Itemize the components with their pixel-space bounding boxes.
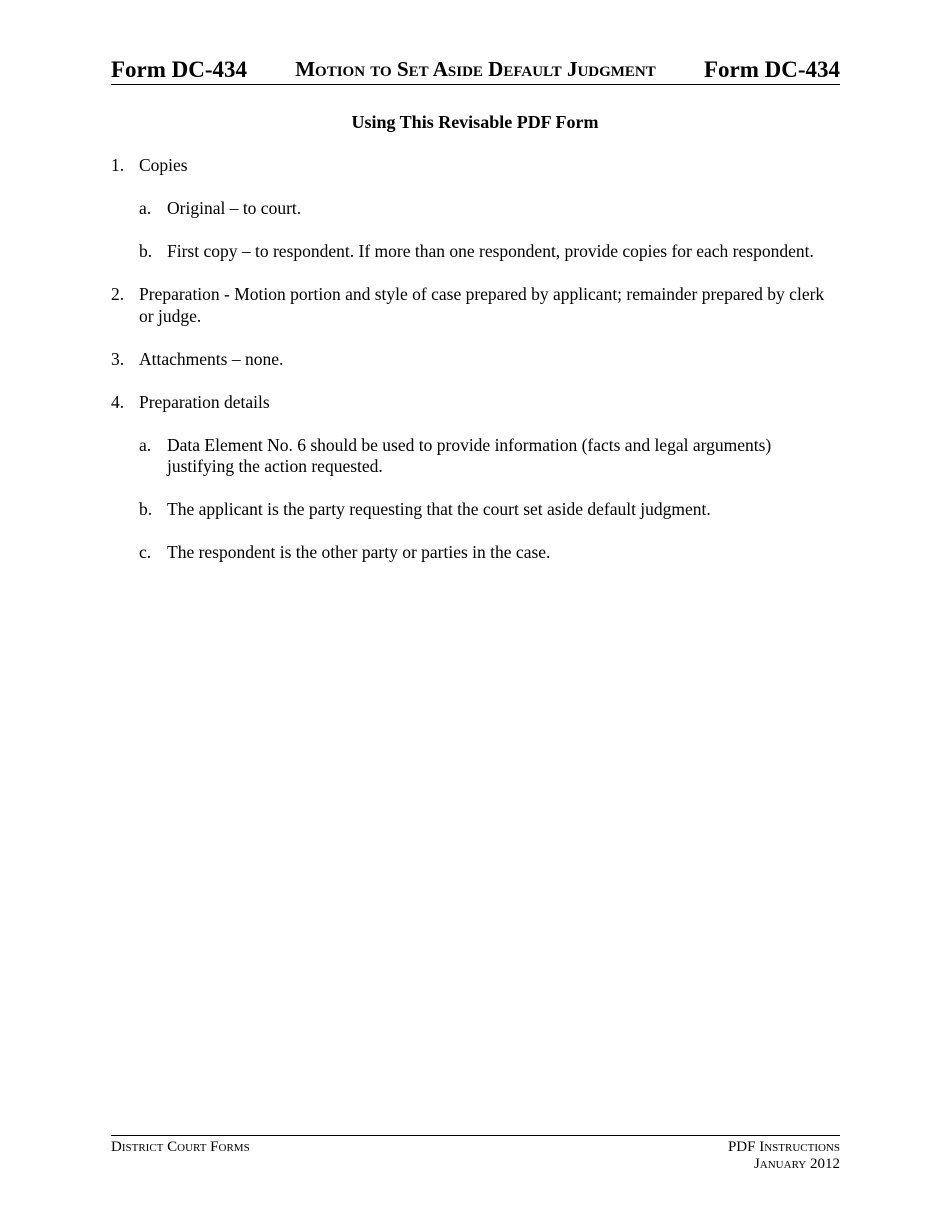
sub-item-letter: b.: [139, 241, 153, 261]
item-number: 4.: [111, 391, 125, 412]
sub-item-text: The applicant is the party requesting that the court set aside default judgment.: [167, 499, 711, 519]
sub-item-1b: [139, 241, 841, 263]
section-heading: Using This Revisable PDF Form: [351, 112, 599, 132]
page-header: [111, 52, 840, 85]
sub-item-text: The respondent is the other party or parties in the case.: [167, 542, 551, 562]
sub-item-text: Data Element No. 6 should be used to provide information (facts and legal arguments) justifying the action requested.: [167, 434, 772, 476]
sub-item-4a: [139, 435, 841, 478]
item-number: 2.: [111, 284, 125, 304]
sub-item-1a: [139, 198, 841, 220]
item-number: 1.: [111, 155, 125, 175]
item-text: Attachments – none.: [139, 348, 284, 369]
item-text: Preparation details: [139, 391, 270, 412]
list-item-3: [111, 349, 841, 371]
sub-item-4b: [139, 499, 841, 521]
instructions-list: [111, 155, 841, 585]
page-footer: [111, 1135, 840, 1172]
sub-item-text: Original – to court.: [167, 198, 302, 218]
footer-right-line2: January 2012: [753, 1156, 840, 1172]
sub-item-letter: c.: [139, 542, 152, 562]
sub-item-letter: b.: [139, 499, 153, 519]
footer-right-line1: PDF Instructions: [727, 1139, 840, 1155]
item-number: 3.: [111, 348, 125, 369]
footer-left: District Court Forms: [111, 1139, 250, 1155]
form-number-right: Form DC-434: [703, 57, 840, 82]
sub-item-4c: [139, 542, 841, 564]
document-title: Motion to Set Aside Default Judgment: [295, 57, 656, 81]
sub-item-letter: a.: [139, 434, 152, 455]
sub-item-letter: a.: [139, 198, 152, 218]
sub-item-text: First copy – to respondent. If more than one respondent, provide copies for each respondent.: [167, 241, 814, 261]
footer-right: [728, 1139, 840, 1173]
item-text: Copies: [139, 155, 188, 175]
form-number-left: Form DC-434: [111, 57, 248, 82]
list-item-2: [111, 284, 841, 327]
item-text: Preparation - Motion portion and style of case prepared by applicant; remainder prepared by clerk or judge.: [139, 284, 825, 326]
list-item-1: [111, 155, 841, 263]
list-item-4: [111, 392, 841, 564]
